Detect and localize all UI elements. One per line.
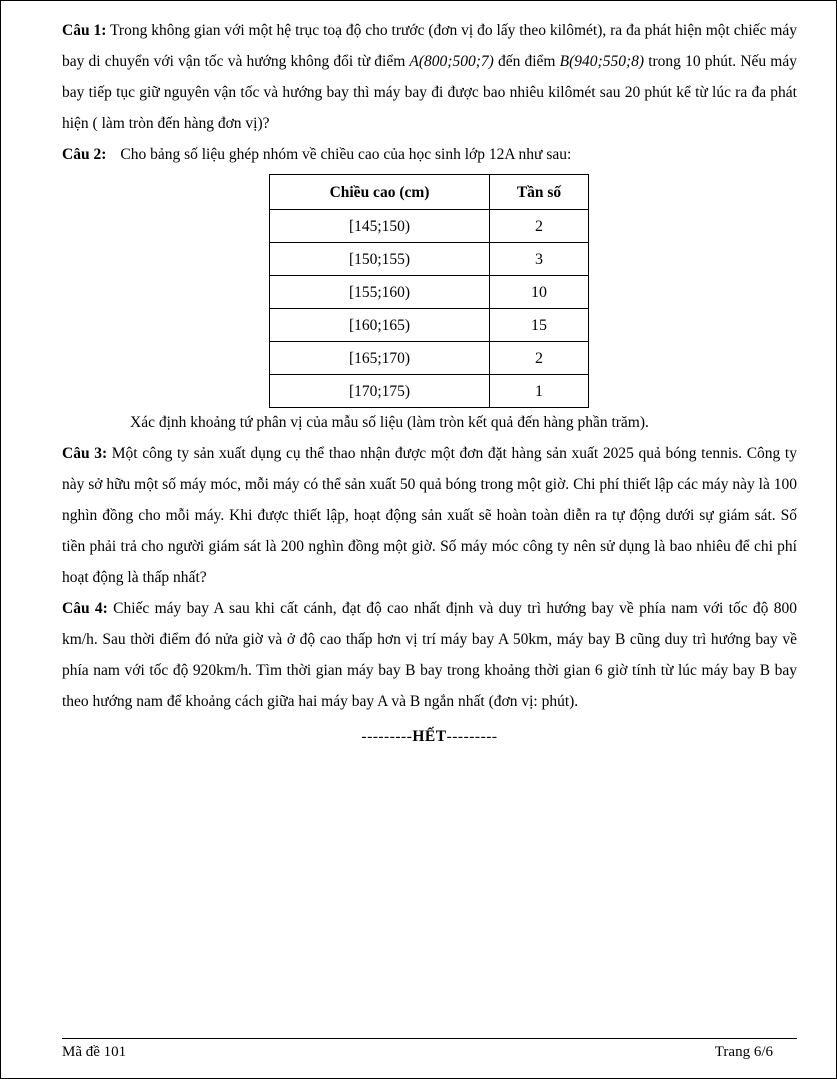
- question-1-text-c: trong 10 phút. Nếu máy bay tiếp tục giữ nguyên vận tốc và hướng bay thì máy bay đi được bao nhiêu kilômét sau 20 phút kể từ lúc ra đa phát hiện ( làm tròn đến hàng đơn vị)?: [62, 53, 797, 132]
- frequency-value: 2: [490, 210, 589, 243]
- point-a: A(800;500;7): [409, 53, 494, 70]
- question-2-text: Cho bảng số liệu ghép nhóm về chiều cao của học sinh lớp 12A như sau:: [120, 146, 572, 163]
- table-row: [270, 210, 589, 243]
- page-number: Trang 6/6: [714, 1044, 773, 1060]
- exam-code: Mã đề 101: [62, 1044, 127, 1060]
- header-height: Chiều cao (cm): [270, 175, 490, 210]
- footer-divider: [62, 1038, 797, 1039]
- table-row: [270, 342, 589, 375]
- table-row: [270, 309, 589, 342]
- height-frequency-table-wrap: [269, 174, 589, 408]
- question-2-label: Câu 2:: [62, 146, 107, 163]
- exam-content: [62, 15, 797, 752]
- frequency-value: 1: [490, 375, 589, 408]
- height-frequency-table: [269, 174, 589, 408]
- frequency-value: 15: [490, 309, 589, 342]
- question-2: [62, 139, 797, 170]
- end-word: HẾT: [412, 728, 447, 745]
- end-dashes-left: ---------: [361, 728, 413, 745]
- question-3: [62, 438, 797, 593]
- end-marker: [62, 721, 797, 752]
- height-interval: [150;155): [270, 243, 490, 276]
- question-4-text: Chiếc máy bay A sau khi cất cánh, đạt độ cao nhất định và duy trì hướng bay về phía nam với tốc độ 800 km/h. Sau thời điểm đó nửa giờ và ở độ cao thấp hơn vị trí máy bay A 50km, máy bay B cũng duy trì hướng bay về phía nam với tốc độ 920km/h. Tìm thời gian máy bay B bay trong khoảng thời gian 6 giờ tính từ lúc máy bay B bay theo hướng nam để khoảng cách giữa hai máy bay A và B ngắn nhất (đơn vị: phút).: [62, 600, 797, 710]
- question-4-label: Câu 4:: [62, 600, 108, 617]
- question-3-label: Câu 3:: [62, 445, 108, 462]
- height-interval: [155;160): [270, 276, 490, 309]
- table-row: [270, 375, 589, 408]
- end-dashes-right: ---------: [446, 728, 498, 745]
- table-row: [270, 243, 589, 276]
- frequency-value: 2: [490, 342, 589, 375]
- question-4: [62, 593, 797, 717]
- frequency-value: 10: [490, 276, 589, 309]
- table-header-row: [270, 175, 589, 210]
- header-frequency: Tần số: [490, 175, 589, 210]
- question-1-text-b: đến điểm: [493, 53, 560, 70]
- question-2-instruction: Xác định khoảng tứ phân vị của mẫu số liệu (làm tròn kết quả đến hàng phần trăm).: [130, 414, 649, 431]
- height-interval: [165;170): [270, 342, 490, 375]
- point-b: B(940;550;8): [559, 53, 645, 70]
- question-1: [62, 15, 797, 139]
- question-1-label: Câu 1:: [62, 22, 107, 39]
- height-interval: [160;165): [270, 309, 490, 342]
- frequency-value: 3: [490, 243, 589, 276]
- question-3-text: Một công ty sản xuất dụng cụ thể thao nhận được một đơn đặt hàng sản xuất 2025 quả bóng tennis. Công ty này sở hữu một số máy móc, mỗi máy có thể sản xuất 50 quả bóng trong một giờ. Chi phí thiết lập các máy này là 100 nghìn đồng cho mỗi máy. Khi được thiết lập, hoạt động sản xuất sẽ hoàn toàn diễn ra tự động dưới sự giám sát. Số tiền phải trả cho người giám sát là 200 nghìn đồng một giờ. Số máy móc công ty nên sử dụng là bao nhiêu để chi phí hoạt động là thấp nhất?: [62, 445, 797, 586]
- height-interval: [145;150): [270, 210, 490, 243]
- height-interval: [170;175): [270, 375, 490, 408]
- question-1-text-a: Trong không gian với một hệ trục toạ độ cho trước (đơn vị đo lấy theo kilômét), ra đa phát hiện một chiếc máy bay di chuyển với vận tốc và hướng không đổi từ điểm: [62, 22, 798, 70]
- table-row: [270, 276, 589, 309]
